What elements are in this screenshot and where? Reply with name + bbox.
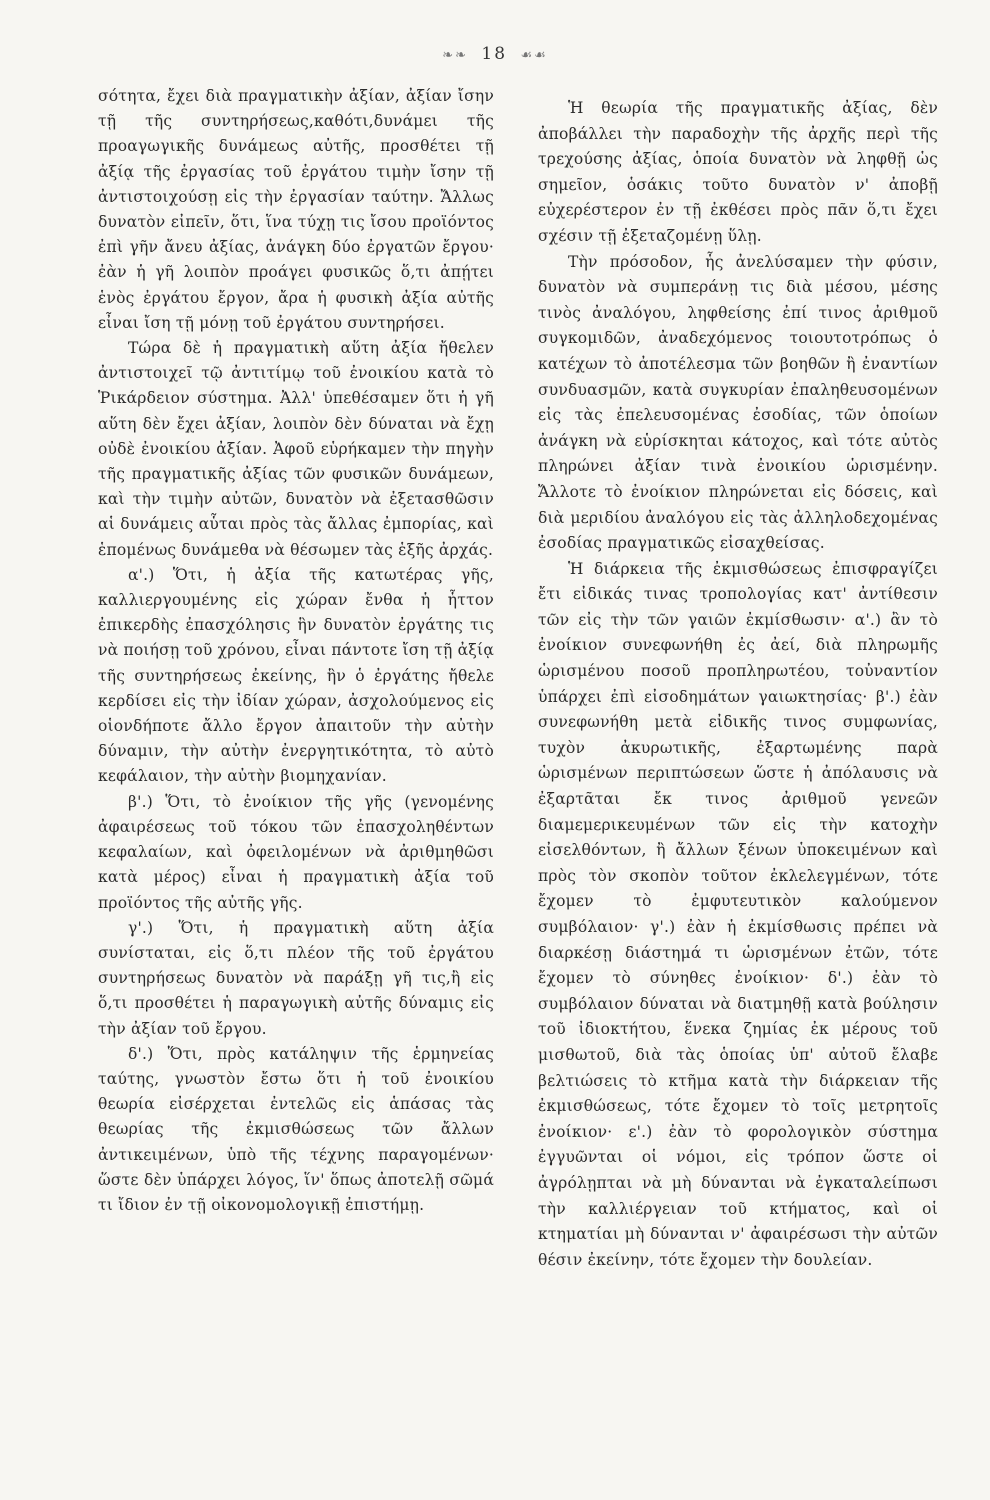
- ornament-left-icon: ❧❧: [442, 48, 469, 63]
- paragraph: Ἡ διάρκεια τῆς ἐκμισθώσεως ἐπισφραγίζει ἔτι εἰδικάς τινας τροπολογίας κατ' ἀντίθεσιν τῶν εἰς τὴν τῶν γαιῶν ἐκμίσθωσιν· α'.) ἂν τὸ ἐνοίκιον συνεφωνήθη ἐς ἀεί, διὰ πληρωμῆς ὡρισμένου ποσοῦ προπληρωτέου, τοὐναντίον ὑπάρχει ἐπὶ εἰσοδημάτων γαιωκτησίας· β'.) ἐὰν συνεφωνήθη μετὰ εἰδικῆς τινος συμφωνίας, τυχὸν ἀκυρωτικῆς, ἐξαρτωμένης παρὰ ὡρισμένων περιπτώσεων ὥστε ἡ ἀπόλαυσις νὰ ἐξαρτᾶται ἔκ τινος ἀριθμοῦ γενεῶν διαμεμερικευμένων τῶν εἰς τὴν κατοχὴν εἰσελθόντων, ἢ ἄλλων ξένων ὑποκειμένων καὶ πρὸς τὸν σκοπὸν τοῦτον ἐκλελεγμένων, τότε ἔχομεν τὸ ἐμφυτευτικὸν καλούμενον συμβόλαιον· γ'.) ἐὰν ἡ ἐκμίσθωσις πρέπει νὰ διαρκέσῃ διάστημά τι ὡρισμένων ἐτῶν, τότε ἔχομεν τὸ σύνηθες ἐνοίκιον· δ'.) ἐὰν τὸ συμβόλαιον δύναται νὰ διατμηθῇ κατὰ βούλησιν τοῦ ἰδιοκτήτου, ἕνεκα ζημίας ἐκ μέρους τοῦ μισθωτοῦ, διὰ τὰς ὁποίας ὑπ' αὐτοῦ ἔλαβε βελτιώσεις τὸ κτῆμα κατὰ τὴν διάρκειαν τῆς ἐκμισθώσεως, τότε ἔχομεν τὸ τοῖς μετρητοῖς ἐνοίκιον· ε'.) ἐὰν τὸ φορολογικὸν σύστημα ἐγγυῶνται οἱ νόμοι, εἰς τρόπον ὥστε οἱ ἀγρόλῃπται νὰ μὴ δύνανται νὰ ἐγκαταλείπωσι τὴν καλλιέργειαν τοῦ κτήματος, καὶ οἱ κτηματίαι μὴ δύνανται ν' ἀφαιρέσωσι τὴν αὐτῶν θέσιν ἐκείνην, τότε ἔχομεν τὴν δουλείαν.: [538, 559, 938, 1269]
- ornament-right-icon: ☙☙: [520, 48, 548, 63]
- paragraph: Ἡ θεωρία τῆς πραγματικῆς ἀξίας, δὲν ἀποβάλλει τὴν παραδοχὴν τῆς ἀρχῆς περὶ τῆς τρεχούσης ἀξίας, ὁποία δυνατὸν νὰ ληφθῇ ὡς σημεῖον, ὁσάκις τοῦτο δυνατὸν ν' ἀποβῇ εὐχερέστερον ἐν τῇ ἐκθέσει πρὸς πᾶν ὅ,τι ἔχει σχέσιν τῇ ἐξεταζομένῃ ὕλῃ.: [538, 99, 938, 245]
- page-number: 18: [481, 44, 508, 64]
- paragraph: σότητα, ἔχει διὰ πραγματικὴν ἀξίαν, ἀξίαν ἴσην τῇ τῆς συντηρήσεως,καθότι,δυνάμει τῆς προαγωγικῆς δυνάμεως αὐτῆς, προσθέτει τῇ ἀξίᾳ τῆς ἐργασίας τοῦ ἐργάτου τιμὴν ἴσην τῇ ἀντιστοιχούσῃ εἰς τὴν ἐργασίαν ταύτην. Ἄλλως δυνατὸν εἰπεῖν, ὅτι, ἵνα τύχῃ τις ἴσου προϊόντος ἐπὶ γῆν ἄνευ ἀξίας, ἀνάγκη δύο ἐργατῶν ἔργου· ἐὰν ἡ γῆ λοιπὸν προάγει φυσικῶς ὅ,τι ἀπῄτει ἑνὸς ἐργάτου ἔργον, ἄρα ἡ φυσικὴ ἀξία αὐτῆς εἶναι ἴση τῇ μόνῃ τοῦ ἐργάτου συντηρήσει.: [98, 87, 494, 332]
- paragraph: δ'.) Ὅτι, πρὸς κατάληψιν τῆς ἑρμηνείας ταύτης, γνωστὸν ἔστω ὅτι ἡ τοῦ ἐνοικίου θεωρία εἰσέρχεται ἐντελῶς εἰς ἁπάσας τὰς θεωρίας τῆς ἐκμισθώσεως τῶν ἄλλων ἀντικειμένων, ὑπὸ τῆς τέχνης παραγομένων· ὥστε δὲν ὑπάρχει λόγος, ἵν' ὅπως ἀποτελῇ σῶμά τι ἴδιον ἐν τῇ οἰκονομολογικῇ ἐπιστήμῃ.: [98, 1044, 494, 1214]
- paragraph: Τὴν πρόσοδον, ἧς ἀνελύσαμεν τὴν φύσιν, δυνατὸν νὰ συμπεράνῃ τις διὰ μέσου, μέσης τινὸς ἀναλόγου, ληφθείσης ἐπί τινος ἀριθμοῦ συγκομιδῶν, ἀναδεχόμενος τοιουτοτρόπως ὁ κατέχων τὸ ἀποτέλεσμα τῶν βοηθῶν ἢ ἐναντίων συνδυασμῶν, κατὰ συγκυρίαν ἐπαληθευσομένων εἰς τὰς ἐπελευσομένας ἐσοδίας, τῶν ὁποίων ἀνάγκη νὰ εὑρίσκηται κάτοχος, καὶ τότε αὐτὸς πληρώνει ἀξίαν τινὰ ἐνοικίου ὡρισμένην. Ἄλλοτε τὸ ἐνοίκιον πληρώνεται εἰς δόσεις, καὶ διὰ μεριδίου ἀναλόγου εἰς τὰς ἀλληλοδεχομένας ἐσοδίας πραγματικῶς εἰσαχθείσας.: [538, 252, 938, 553]
- left-column: [98, 84, 494, 1218]
- right-column: [538, 96, 938, 1273]
- page-header: [0, 44, 990, 64]
- paragraph: β'.) Ὅτι, τὸ ἐνοίκιον τῆς γῆς (γενομένης ἀφαιρέσεως τοῦ τόκου τῶν ἐπασχοληθέντων κεφαλαίων, καὶ ὀφειλομένων νὰ ἀριθμηθῶσι κατὰ μέρος) εἶναι ἡ πραγματικὴ ἀξία τοῦ προϊόντος τῆς αὐτῆς γῆς.: [98, 792, 494, 912]
- paragraph: γ'.) Ὅτι, ἡ πραγματικὴ αὕτη ἀξία συνίσταται, εἰς ὅ,τι πλέον τῆς τοῦ ἐργάτου συντηρήσεως δυνατὸν νὰ παράξῃ γῆ τις,ἢ εἰς ὅ,τι προσθέτει ἡ παραγωγικὴ αὐτῆς δύναμις εἰς τὴν ἀξίαν τοῦ ἔργου.: [98, 918, 494, 1038]
- paragraph: Τώρα δὲ ἡ πραγματικὴ αὕτη ἀξία ἤθελεν ἀντιστοιχεῖ τῷ ἀντιτίμῳ τοῦ ἐνοικίου κατὰ τὸ Ῥικάρδειον σύστημα. Ἀλλ' ὑπεθέσαμεν ὅτι ἡ γῆ αὕτη δὲν ἔχει ἀξίαν, λοιπὸν δὲν δύναται νὰ ἔχῃ οὐδὲ ἐνοικίου ἀξίαν. Ἀφοῦ εὑρήκαμεν τὴν πηγὴν τῆς πραγματικῆς ἀξίας τῶν φυσικῶν δυνάμεων, καὶ τὴν τιμὴν αὐτῶν, δυνατὸν νὰ ἐξετασθῶσιν αἱ δυνάμεις αὗται πρὸς τὰς ἄλλας ἐμπορίας, καὶ ἑπομένως δυνάμεθα νὰ θέσωμεν τὰς ἑξῆς ἀρχάς.: [98, 339, 494, 559]
- paragraph: α'.) Ὅτι, ἡ ἀξία τῆς κατωτέρας γῆς, καλλιεργουμένης εἰς χώραν ἔνθα ἡ ἧττον ἐπικερδὴς ἐπασχόλησις ἣν δυνατὸν ἐργάτης τις νὰ ποιήσῃ τοῦ χρόνου, εἶναι πάντοτε ἴση τῇ ἀξίᾳ τῆς συντηρήσεως ἐκείνης, ἣν ὁ ἐργάτης ἤθελε κερδίσει εἰς τὴν ἰδίαν χώραν, ἀσχολούμενος εἰς οἱονδήποτε ἄλλο ἔργον ἀπαιτοῦν τὴν αὐτὴν δύναμιν, τὴν αὐτὴν ἐνεργητικότητα, τὸ αὐτὸ κεφάλαιον, τὴν αὐτὴν βιομηχανίαν.: [98, 565, 494, 786]
